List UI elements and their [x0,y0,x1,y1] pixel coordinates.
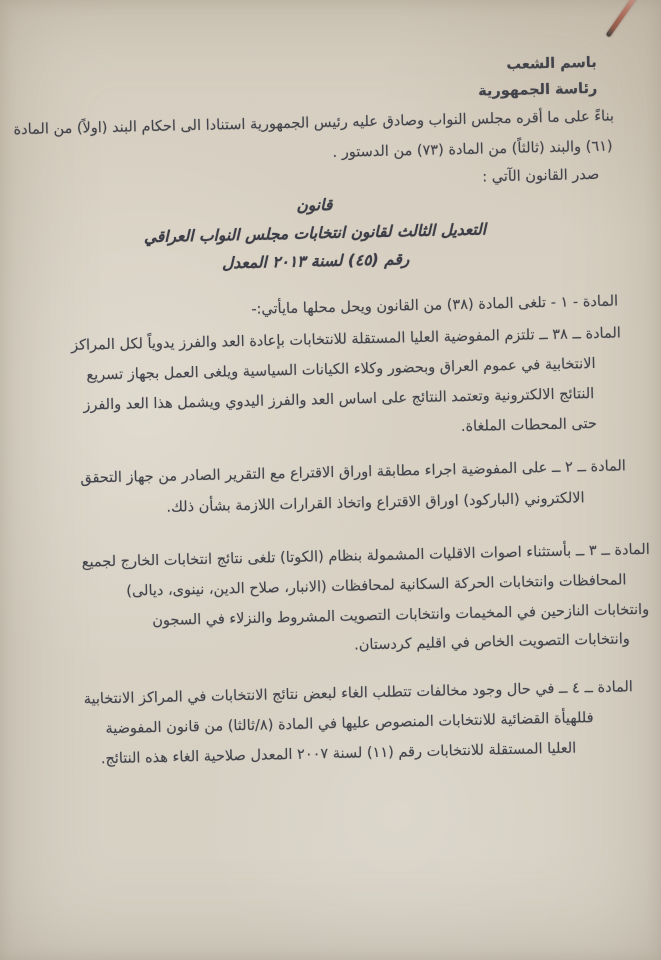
header-in-the-name-of-the-people: باسم الشعب [506,54,597,73]
preamble-line-3: صدر القانون الآتي : [482,166,600,186]
article-3-line-4: وانتخابات التصويت الخاص في اقليم كردستان. [354,631,630,654]
law-title-number-year: رقم (٤٥) لسنة ٢٠١٣ المعدل [221,250,410,273]
article-4-line-3: العليا المستقلة للانتخابات رقم (١١) لسنة ٢٠٠٧ المعدل صلاحية الغاء هذه النتائج. [100,740,577,768]
article-2-line-1: المادة ــ ٢ ــ على المفوضية اجراء مطابقة اوراق الاقتراع مع التقرير الصادر من جهاز التحقق [80,458,627,487]
article-3-line-2: المحافظات وانتخابات الحركة السكانية لمحافظات (الانبار، صلاح الدين، نينوى، ديالى) [126,572,627,600]
article-3-line-3: وانتخابات النازحين في المخيمات وانتخابات التصويت المشروط والنزلاء في السجون [152,601,650,630]
law-title-word-law: قانون [296,195,333,215]
article-1-line-1: المادة - ١ - تلغى المادة (٣٨) من القانون ويحل محلها مايأتي:- [251,293,619,318]
article-2-line-2: الالكتروني (الباركود) اوراق الاقتراع واتخاذ القرارات اللازمة بشأن ذلك. [166,490,585,516]
article-4-line-2: فللهيأة القضائية للانتخابات المنصوص عليها في المادة (٨/ثالثا) من قانون المفوضية [105,710,594,738]
article-3-line-1: المادة ــ ٣ ــ بأستثناء اصوات الاقليات المشمولة بنظام (الكوتا) تلغى نتائج انتخابات الخارج لجميع [81,541,650,571]
law-title-amendment: التعديل الثالث لقانون انتخابات مجلس النواب العراقي [143,220,487,247]
header-presidency-of-republic: رئاسة الجمهورية [477,80,598,100]
article-4-line-1: المادة ــ ٤ ــ في حال وجود مخالفات تتطلب الغاء لبعض نتائج الانتخابات في المراكز الانتخابية [83,679,634,708]
article-38-line-2: الانتخابية في عموم العراق وبحضور وكلاء الكيانات السياسية ويلغى العمل بجهاز تسريع [86,355,596,384]
preamble-line-1: بناءً على ما أقره مجلس النواب وصادق عليه رئيس الجمهورية استنادا الى احكام البند (اولاً) من المادة [13,108,615,139]
article-38-line-1: المادة ــ ٣٨ ــ تلتزم المفوضية العليا المستقلة للانتخابات بإعادة العد والفرز يدوياً لكل المراكز [70,325,622,354]
preamble-line-2: (٦١) والبند (ثالثاً) من المادة (٧٣) من الدستور . [332,138,613,161]
article-38-line-3: النتائج الالكترونية وتعتمد النتائج على اساس العد والفرز اليدوي ويشمل هذا العد والفرز [83,386,595,414]
article-38-line-4: حتى المحطات الملغاة. [460,415,598,436]
